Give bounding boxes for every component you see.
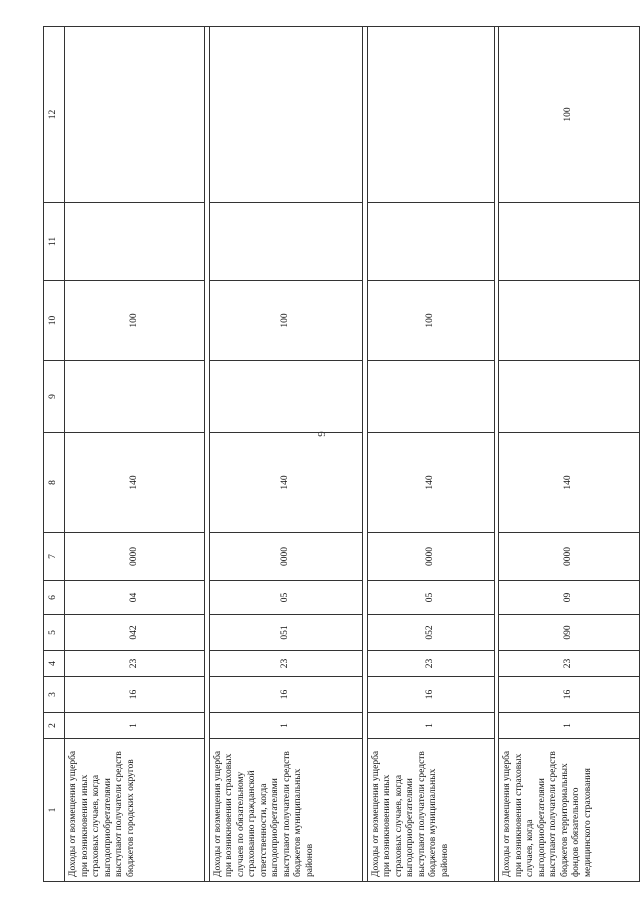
table-cell: 140	[499, 433, 640, 533]
column-number-row	[44, 27, 65, 882]
table-cell	[65, 203, 205, 281]
table-cell: 140	[65, 433, 205, 533]
table-cell	[499, 203, 640, 281]
table-cell: 05	[209, 581, 363, 615]
column-header: 7	[44, 533, 65, 581]
column-header: 10	[44, 281, 65, 361]
table-cell	[499, 281, 640, 361]
income-description: Доходы от возмещения ущерба при возникновении иных страховых случаев, когда выгодоприобретателями выступают получатели средств бюджетов муниципальных районов	[367, 739, 494, 882]
table-cell: 0000	[65, 533, 205, 581]
table-cell: 0000	[499, 533, 640, 581]
table-cell: 23	[209, 651, 363, 677]
table-cell: 100	[65, 281, 205, 361]
table-cell: 051	[209, 615, 363, 651]
column-header: 9	[44, 361, 65, 433]
table-cell: 042	[65, 615, 205, 651]
table-cell: 16	[367, 677, 494, 713]
table-cell: 0000	[209, 533, 363, 581]
table-row	[209, 27, 363, 882]
income-description: Доходы от возмещения ущерба при возникновении страховых случаев по обязательному страхованию гражданской ответственности, когда выгодоприобретателями выступают получатели средств бюджетов муниципальных районов	[209, 739, 363, 882]
table-cell: 04	[65, 581, 205, 615]
table-cell: 100	[499, 27, 640, 203]
table-cell: 1	[65, 713, 205, 739]
table-cell: 05	[367, 581, 494, 615]
table-cell: 1	[367, 713, 494, 739]
table-container	[43, 27, 640, 882]
budget-income-table	[43, 26, 640, 882]
table-cell	[209, 361, 363, 433]
table-cell	[209, 27, 363, 203]
table-row	[367, 27, 494, 882]
table-row	[65, 27, 205, 882]
table-cell: 16	[499, 677, 640, 713]
table-cell	[65, 361, 205, 433]
column-header: 6	[44, 581, 65, 615]
table-cell: 140	[209, 433, 363, 533]
column-header: 12	[44, 27, 65, 203]
table-cell: 0000	[367, 533, 494, 581]
table-cell: 090	[499, 615, 640, 651]
table-cell	[65, 27, 205, 203]
table-cell	[499, 361, 640, 433]
table-cell	[367, 361, 494, 433]
column-header: 8	[44, 433, 65, 533]
table-cell	[367, 203, 494, 281]
column-header: 2	[44, 713, 65, 739]
page-number: 9	[316, 431, 328, 437]
table-cell: 23	[499, 651, 640, 677]
table-cell: 16	[209, 677, 363, 713]
table-cell: 09	[499, 581, 640, 615]
table-cell: 100	[209, 281, 363, 361]
table-cell: 1	[209, 713, 363, 739]
column-header: 4	[44, 651, 65, 677]
table-row	[499, 27, 640, 882]
table-cell: 23	[65, 651, 205, 677]
table-cell: 1	[499, 713, 640, 739]
table-cell: 23	[367, 651, 494, 677]
table-cell: 140	[367, 433, 494, 533]
table-cell	[209, 203, 363, 281]
income-description: Доходы от возмещения ущерба при возникновении иных страховых случаев, когда выгодоприобретателями выступают получатели средств бюджетов городских округов	[65, 739, 205, 882]
column-header: 3	[44, 677, 65, 713]
column-header: 5	[44, 615, 65, 651]
table-cell: 052	[367, 615, 494, 651]
income-description: Доходы от возмещения ущерба при возникновении страховых случаев, когда выгодоприобретателями выступают получатели средств бюджетов территориальных фондов обязательного медицинского страхования	[499, 739, 640, 882]
table-cell: 100	[367, 281, 494, 361]
table-cell	[367, 27, 494, 203]
table-cell: 16	[65, 677, 205, 713]
column-header: 11	[44, 203, 65, 281]
column-header: 1	[44, 739, 65, 882]
